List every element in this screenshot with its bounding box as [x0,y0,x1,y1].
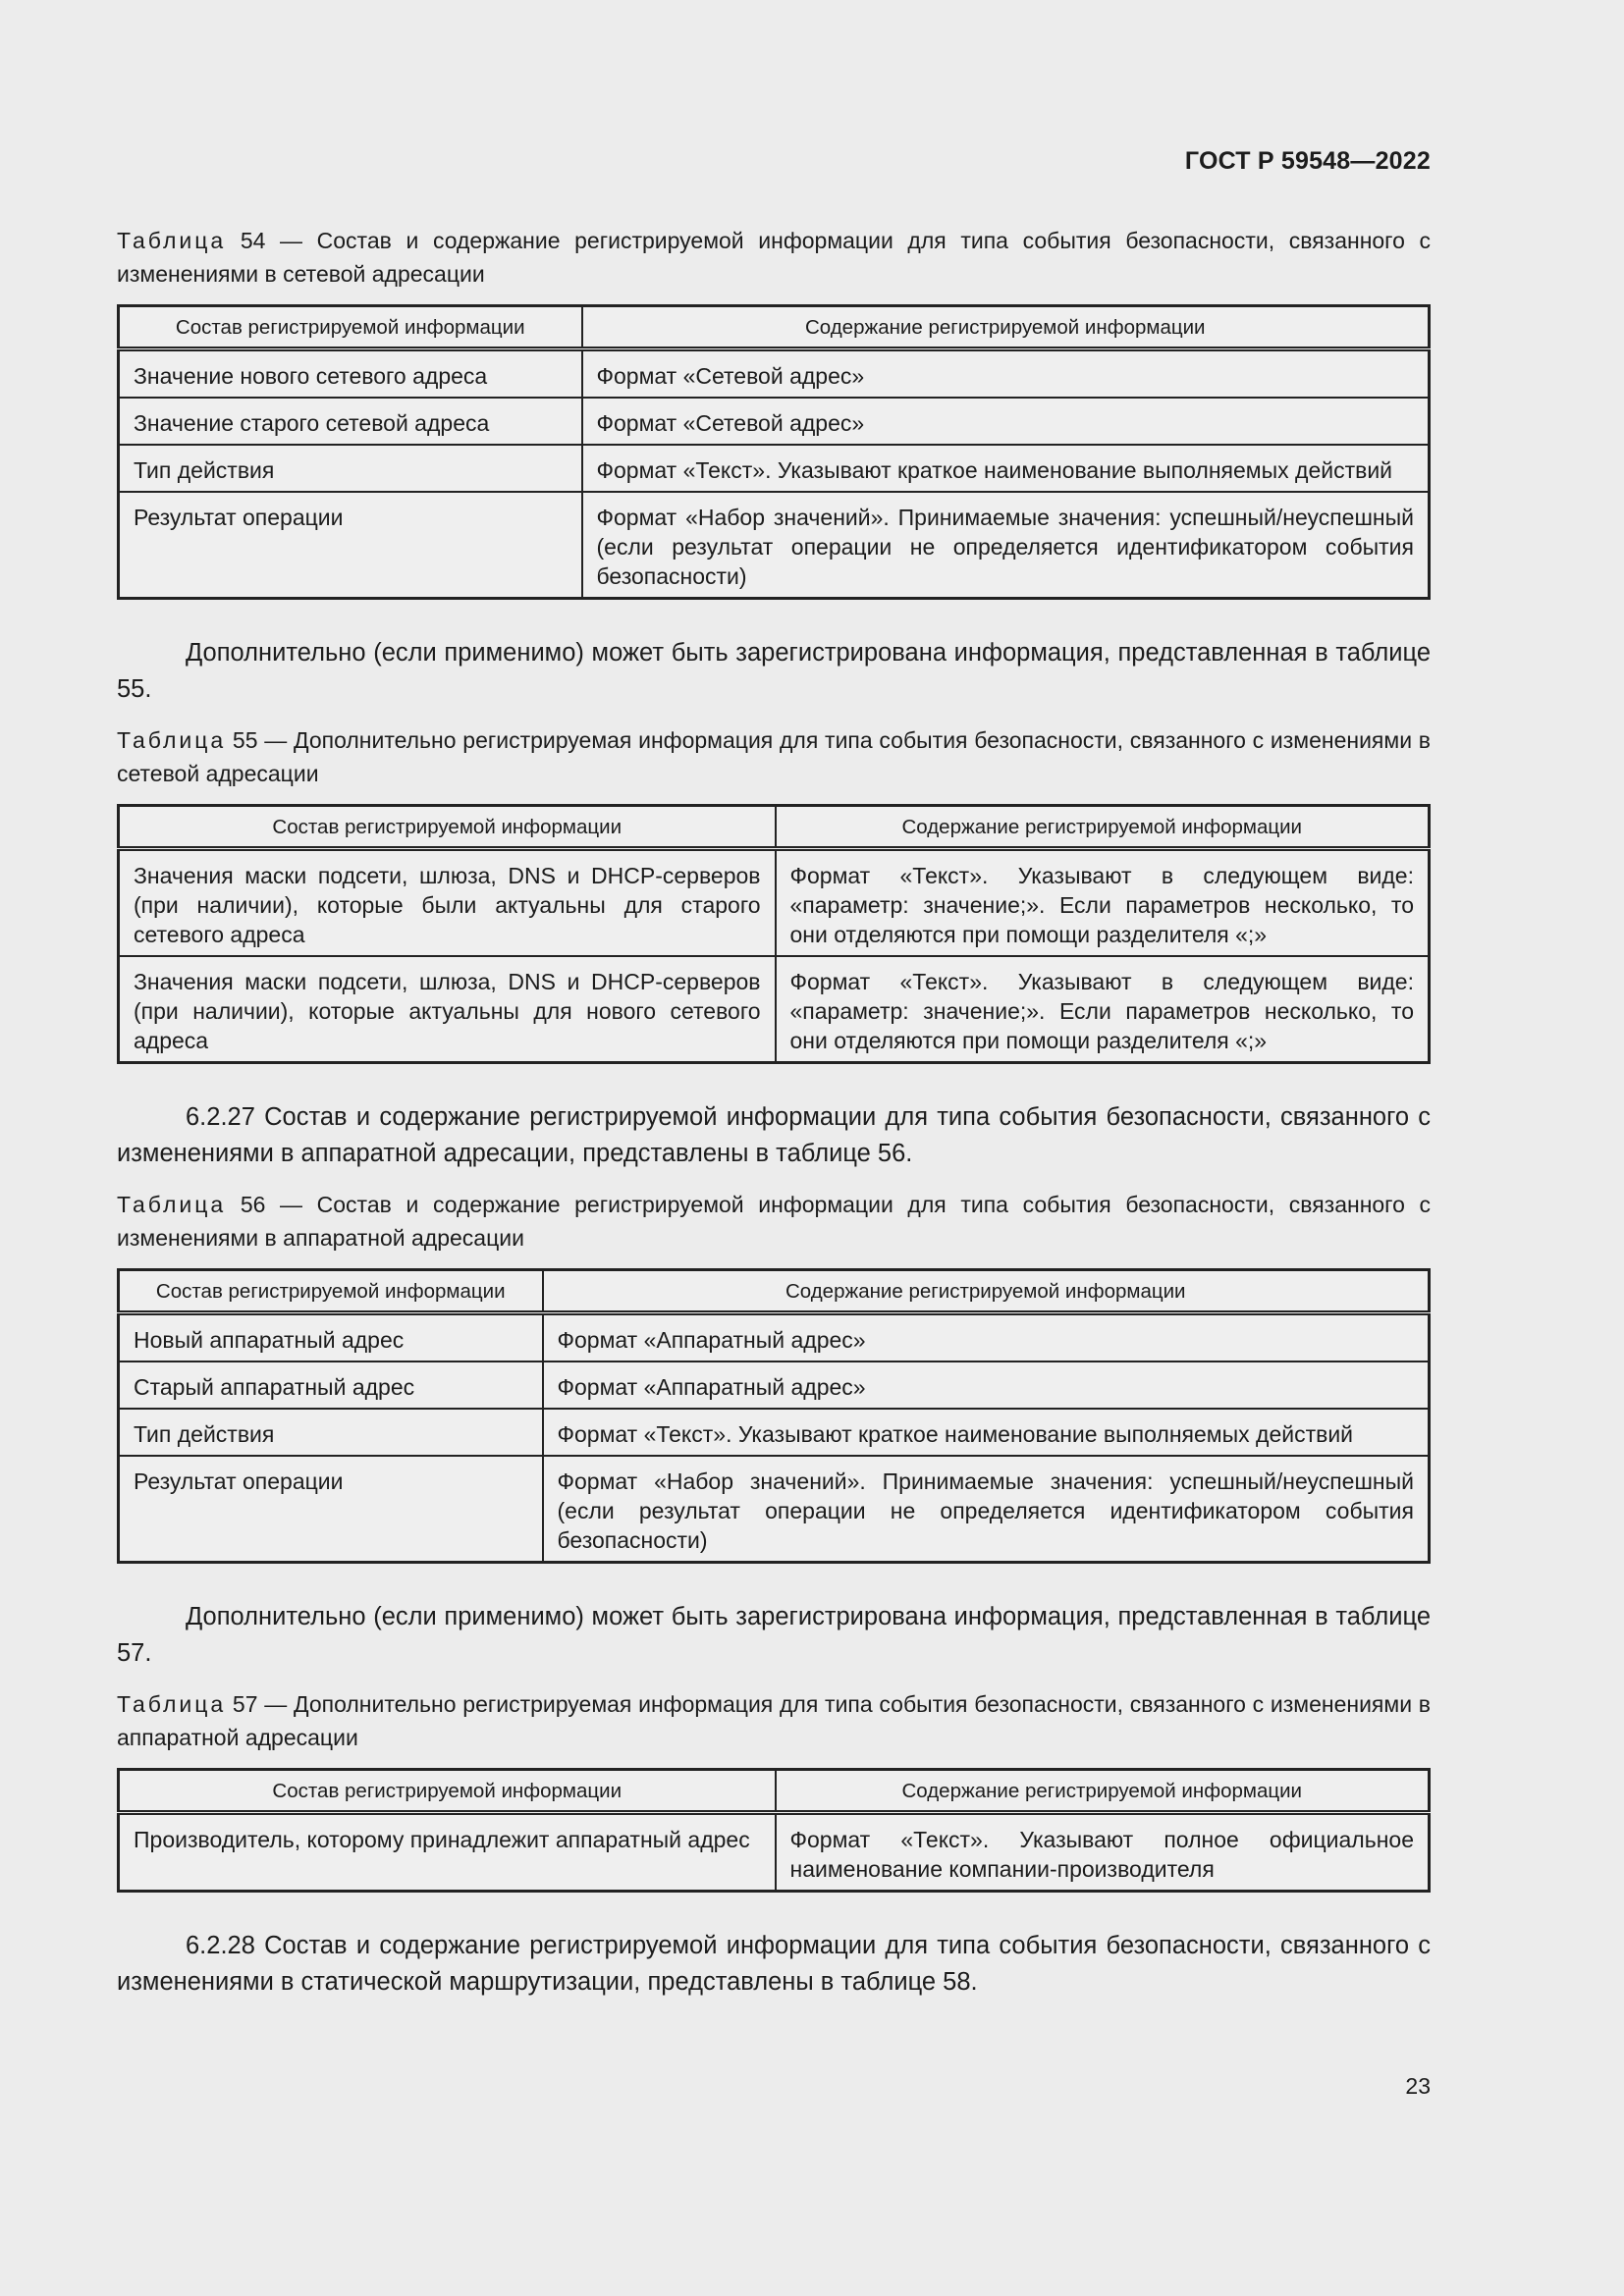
column-header-content: Содержание регистрируемой информации [582,306,1430,349]
table-57 [117,1768,1431,1893]
table-cell: Формат «Текст». Указывают краткое наименование выполняемых действий [582,445,1430,492]
table-cell: Производитель, которому принадлежит аппаратный адрес [119,1813,776,1892]
table-cell: Формат «Текст». Указывают краткое наименование выполняемых действий [543,1409,1430,1456]
table-cell: Формат «Текст». Указывают полное официальное наименование компании-производителя [776,1813,1430,1892]
table-row [119,849,1430,957]
table-cell: Значения маски подсети, шлюза, DNS и DHCP-серверов (при наличии), которые были актуальны для старого сетевого адреса [119,849,776,957]
table-cell: Значение нового сетевого адреса [119,349,582,399]
table-row [119,1409,1430,1456]
table-row [119,1813,1430,1892]
table-cell: Старый аппаратный адрес [119,1362,543,1409]
table-row [119,398,1430,445]
table-header-row [119,1270,1430,1313]
table-cell: Результат операции [119,1456,543,1563]
table-cell: Формат «Набор значений». Принимаемые значения: успешный/неуспешный (если результат операции не определяется идентификатором события безопасности) [582,492,1430,599]
table-row [119,445,1430,492]
table-caption-text: 56 — Состав и содержание регистрируемой информации для типа события безопасности, связанного с изменениями в аппаратной адресации [117,1192,1431,1251]
table-cell: Формат «Набор значений». Принимаемые значения: успешный/неуспешный (если результат операции не определяется идентификатором события безопасности) [543,1456,1430,1563]
table-label: Таблица [117,1192,227,1217]
table-cell: Результат операции [119,492,582,599]
table-caption-text: 55 — Дополнительно регистрируемая информация для типа события безопасности, связанного с изменениями в сетевой адресации [117,727,1431,786]
table-cell: Тип действия [119,445,582,492]
page-content [117,224,1431,2001]
table-55 [117,804,1431,1064]
table-label: Таблица [117,228,227,253]
table-cell: Значения маски подсети, шлюза, DNS и DHCP-серверов (при наличии), которые актуальны для нового сетевого адреса [119,956,776,1063]
table-header-row [119,306,1430,349]
table-cell: Формат «Текст». Указывают в следующем виде: «параметр: значение;». Если параметров несколько, то они отделяются при помощи разделителя «;» [776,849,1430,957]
table-55-caption [117,723,1431,790]
column-header-content: Содержание регистрируемой информации [776,806,1430,849]
paragraph: Дополнительно (если применимо) может быть зарегистрирована информация, представленная в таблице 57. [117,1603,1431,1667]
table-54 [117,304,1431,600]
table-row [119,1456,1430,1563]
column-header-composition: Состав регистрируемой информации [119,806,776,849]
table-cell: Значение старого сетевой адреса [119,398,582,445]
table-caption-text: 54 — Состав и содержание регистрируемой информации для типа события безопасности, связанного с изменениями в сетевой адресации [117,228,1431,287]
paragraph: 6.2.28 Состав и содержание регистрируемой информации для типа события безопасности, связанного с изменениями в статической маршрутизации, представлены в таблице 58. [117,1932,1431,1996]
table-cell: Формат «Аппаратный адрес» [543,1362,1430,1409]
table-56 [117,1268,1431,1564]
table-row [119,1362,1430,1409]
column-header-composition: Состав регистрируемой информации [119,1270,543,1313]
paragraph: Дополнительно (если применимо) может быть зарегистрирована информация, представленная в таблице 55. [117,639,1431,703]
table-caption-text: 57 — Дополнительно регистрируемая информация для типа события безопасности, связанного с изменениями в аппаратной адресации [117,1691,1431,1750]
table-row [119,349,1430,399]
table-cell: Формат «Сетевой адрес» [582,349,1430,399]
column-header-composition: Состав регистрируемой информации [119,306,582,349]
column-header-composition: Состав регистрируемой информации [119,1770,776,1813]
column-header-content: Содержание регистрируемой информации [543,1270,1430,1313]
document-code: ГОСТ Р 59548—2022 [1184,147,1431,175]
page-number: 23 [1405,2073,1431,2099]
paragraph: 6.2.27 Состав и содержание регистрируемой информации для типа события безопасности, связанного с изменениями в аппаратной адресации, представлены в таблице 56. [117,1103,1431,1167]
table-cell: Новый аппаратный адрес [119,1313,543,1362]
table-row [119,1313,1430,1362]
table-row [119,492,1430,599]
table-label: Таблица [117,1691,227,1717]
table-row [119,956,1430,1063]
table-header-row [119,806,1430,849]
table-header-row [119,1770,1430,1813]
table-cell: Тип действия [119,1409,543,1456]
table-label: Таблица [117,727,227,753]
table-cell: Формат «Текст». Указывают в следующем виде: «параметр: значение;». Если параметров несколько, то они отделяются при помощи разделителя «;» [776,956,1430,1063]
table-56-caption [117,1188,1431,1255]
table-54-caption [117,224,1431,291]
column-header-content: Содержание регистрируемой информации [776,1770,1430,1813]
table-cell: Формат «Аппаратный адрес» [543,1313,1430,1362]
table-57-caption [117,1687,1431,1754]
table-cell: Формат «Сетевой адрес» [582,398,1430,445]
